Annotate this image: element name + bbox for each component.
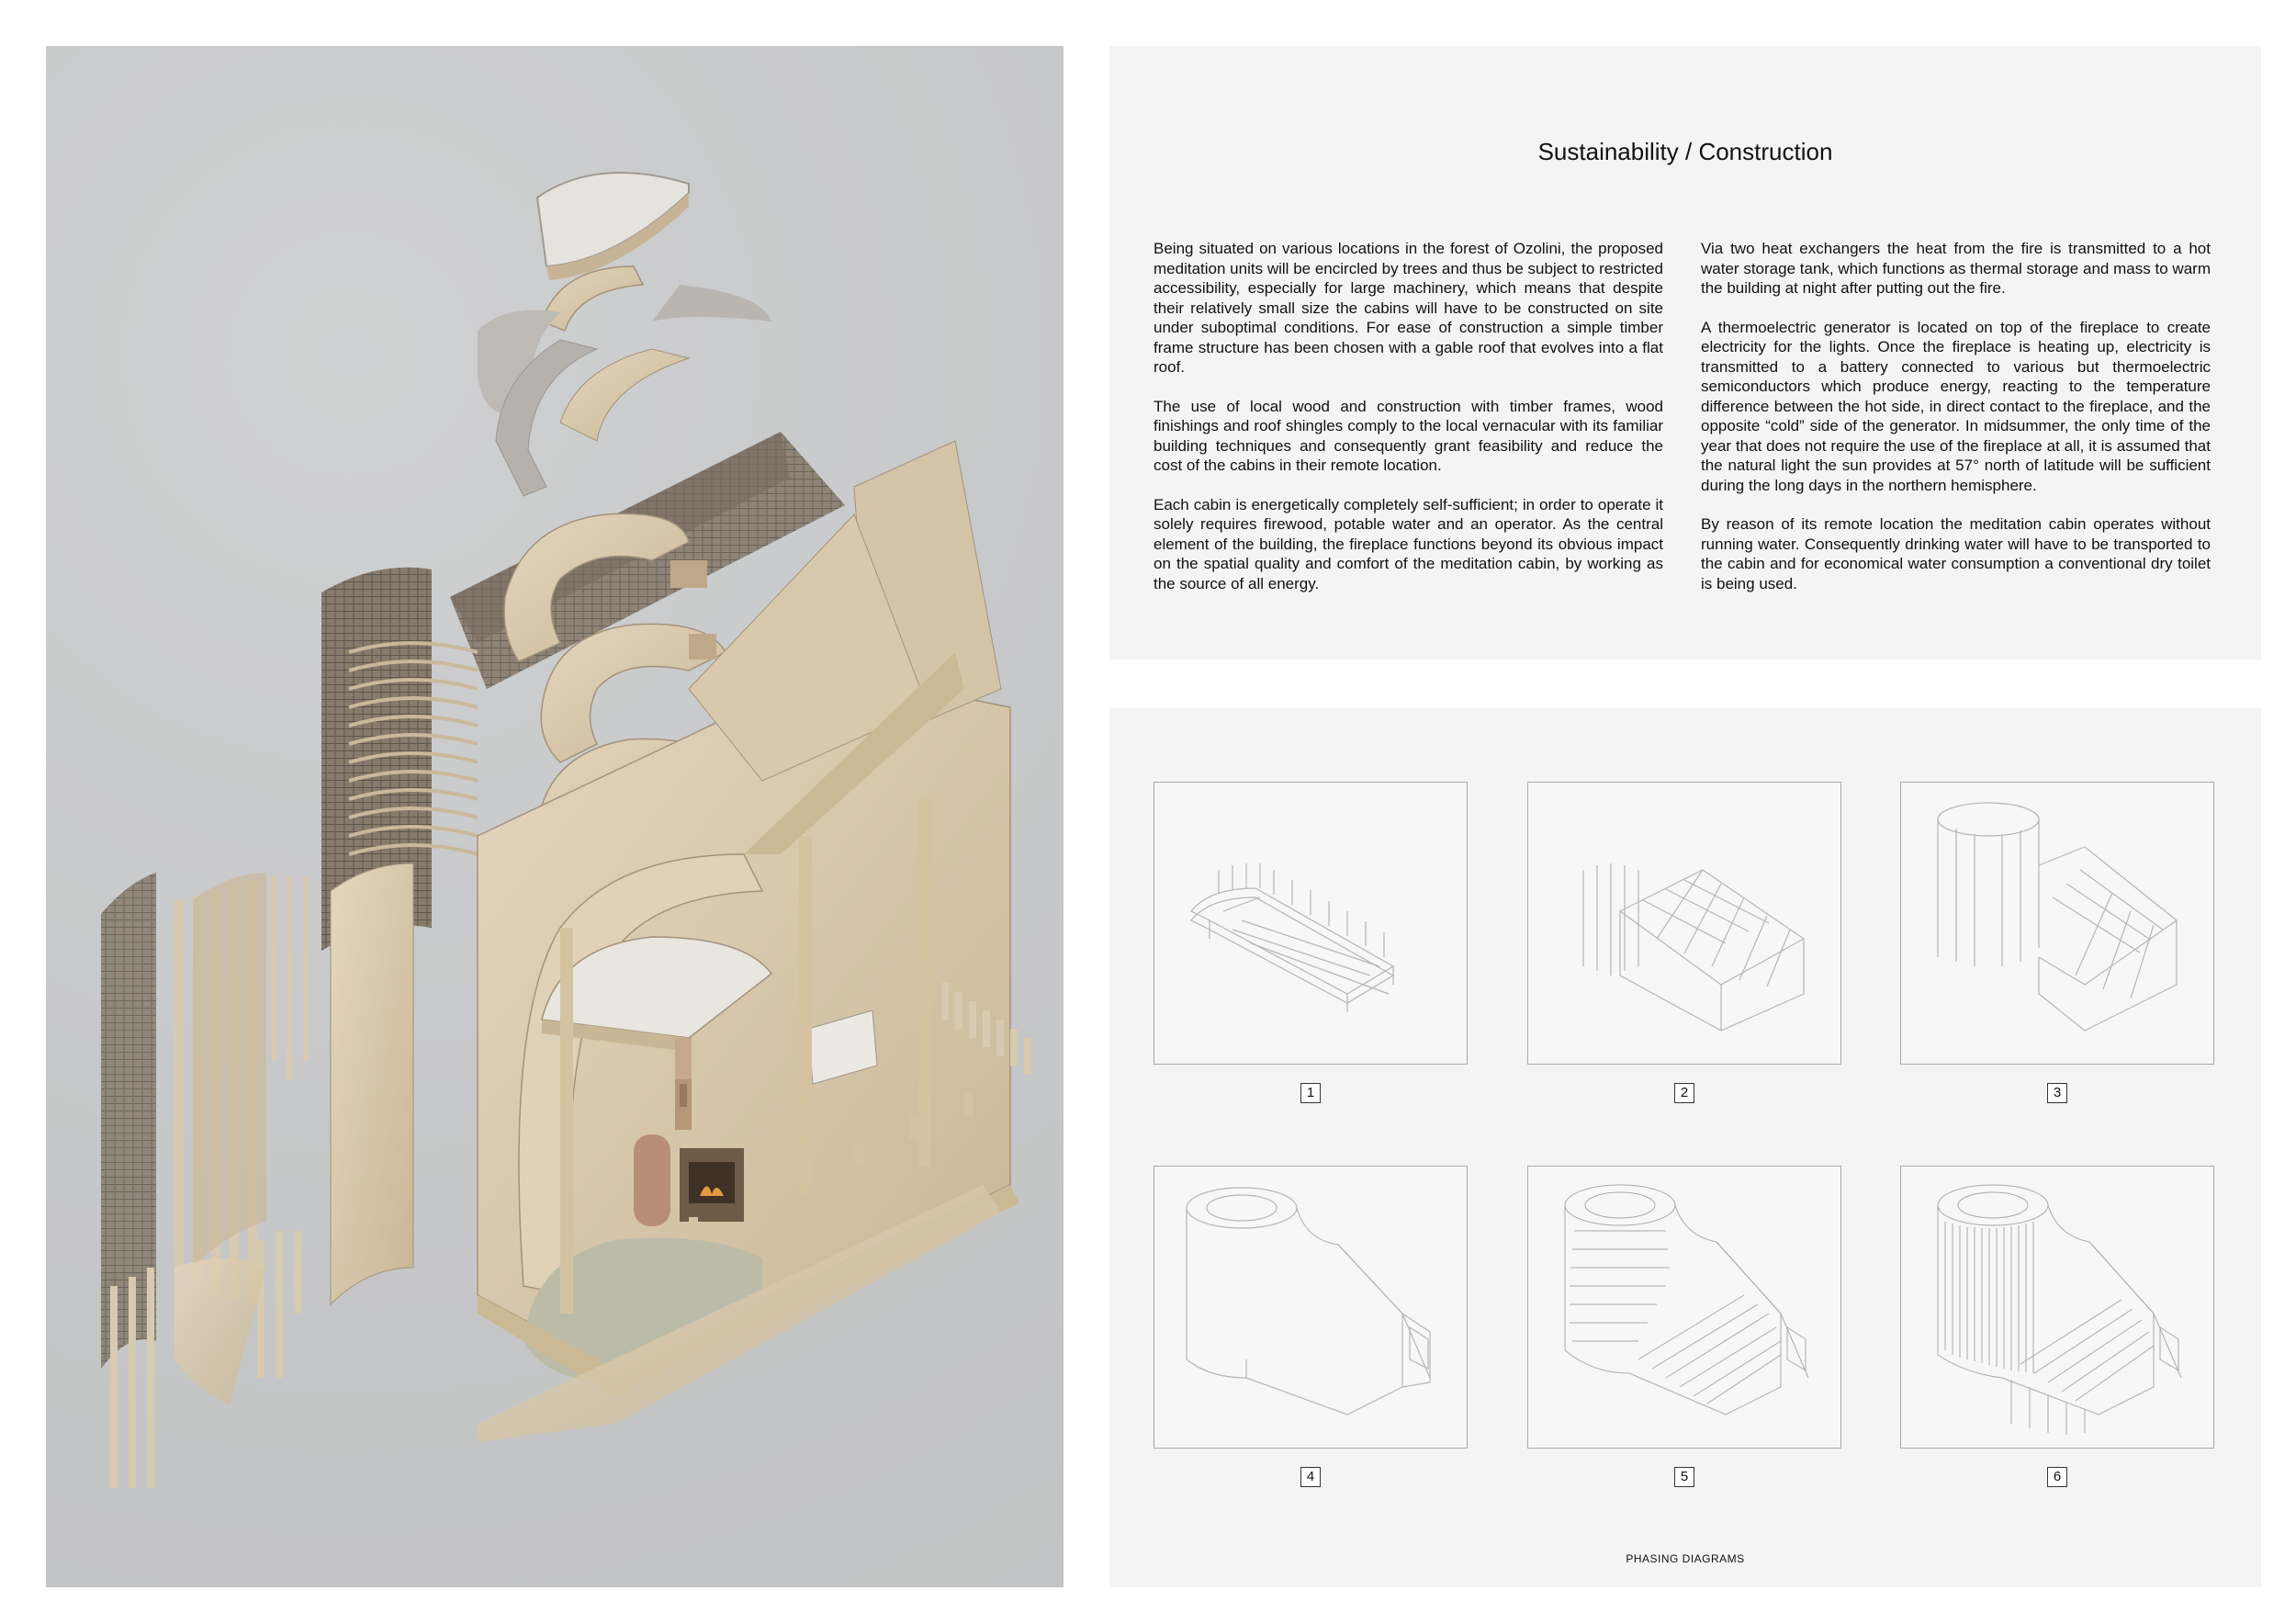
paragraph: Each cabin is energetically completely self-sufficient; in order to operate it solely requires firewood, potable water and an operator. As the central element of the building, the fireplace functions beyond its obvious impact on the spatial quality and comfort of the meditation cabin, by working as the source of all energy. <box>1154 495 1663 592</box>
phase-diagram-3 <box>1900 782 2214 1065</box>
phase-label-2: 2 <box>1674 1083 1694 1103</box>
phasing-diagrams-panel <box>1109 708 2261 1587</box>
paragraph: The use of local wood and construction with timber frames, wood finishings and roof shingles comply to the local vernacular with its familiar building techniques and consequently grant feasibility and reduce the cost of the cabins in their remote location. <box>1154 397 1663 474</box>
phase-label-3: 3 <box>2047 1083 2067 1103</box>
text-column-left <box>1154 239 1663 613</box>
phase-diagram-4 <box>1154 1166 1468 1449</box>
paragraph: Being situated on various locations in the forest of Ozolini, the proposed meditation units will be encircled by trees and thus be subject to restricted accessibility, especially for large machinery, which means that despite their relatively small size the cabins will have to be constructed on site under suboptimal conditions. For ease of construction a simple timber frame structure has been chosen with a gable roof that evolves into a flat roof. <box>1154 240 1663 376</box>
phasing-caption: PHASING DIAGRAMS <box>1626 1552 1745 1565</box>
phase-label-1: 1 <box>1300 1083 1321 1103</box>
phase-diagram-6 <box>1900 1166 2214 1449</box>
phase-diagram-2 <box>1527 782 1841 1065</box>
paragraph: A thermoelectric generator is located on top of the fireplace to create electricity for the lights. Once the fireplace is heating up, electricity is transmitted to a battery connected to various but thermoelectric semiconductors which produce energy, reacting to the temperature difference between the hot side, in direct contact to the fireplace, and the opposite “cold” side of the generator. In midsummer, the only time of the year that does not require the use of the fireplace at all, it is assumed that the natural light the sun provides at 57° north of latitude will be sufficient during the long days in the northern hemisphere. <box>1701 318 2211 494</box>
roof-cap-pieces <box>478 173 771 496</box>
text-panel <box>1109 46 2261 660</box>
exploded-axonometric-panel <box>46 46 1064 1587</box>
text-column-right <box>1701 239 2211 613</box>
paragraph: Via two heat exchangers the heat from the fire is transmitted to a hot water storage tank, which functions as thermal storage and mass to warm the building at night after putting out the fire. <box>1701 240 2211 297</box>
page-title: Sustainability / Construction <box>1537 138 1833 165</box>
exploded-axonometric-drawing <box>46 46 1064 1587</box>
phase-label-5: 5 <box>1674 1467 1694 1487</box>
phase-label-6: 6 <box>2047 1467 2067 1487</box>
paragraph: By reason of its remote location the meditation cabin operates without running water. Consequently drinking water will have to be transported to the cabin and for economical water consumption a conventional dry toilet is being used. <box>1701 515 2211 592</box>
phase-label-4: 4 <box>1300 1467 1321 1487</box>
phase-diagram-1 <box>1154 782 1468 1065</box>
curved-wall-panel <box>331 863 413 1304</box>
phase-diagram-5 <box>1527 1166 1841 1449</box>
